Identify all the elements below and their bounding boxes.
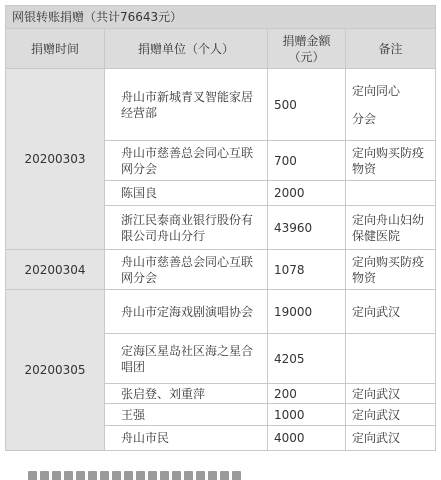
donation-date: 20200305 xyxy=(6,290,105,451)
donor-name: 舟山市民 xyxy=(105,426,268,451)
donor-name: 陈国良 xyxy=(105,181,268,206)
donation-note xyxy=(346,206,436,250)
donor-name: 王强 xyxy=(105,404,268,426)
donation-amount: 700 xyxy=(268,141,346,181)
header-date: 捐赠时间 xyxy=(6,29,105,69)
header-unit: 捐赠单位（个人） xyxy=(105,29,268,69)
donation-note xyxy=(346,384,436,404)
table-row xyxy=(6,250,436,290)
note-line: 定向购买防疫物资 xyxy=(352,254,425,285)
donor-name: 浙江民泰商业银行股份有限公司舟山分行 xyxy=(105,206,268,250)
note-line: 定向舟山妇幼保健医院 xyxy=(352,212,425,243)
donation-note xyxy=(346,290,436,334)
donation-amount: 500 xyxy=(268,69,346,141)
donor-name: 舟山市定海戏剧演唱协会 xyxy=(105,290,268,334)
note-line: 定向购买防疫物资 xyxy=(352,145,425,176)
donation-amount: 2000 xyxy=(268,181,346,206)
table-row xyxy=(6,69,436,141)
table-title-row xyxy=(6,6,436,29)
donor-name: 张启登、刘重萍 xyxy=(105,384,268,404)
note-line: 定向武汉 xyxy=(352,386,401,401)
donation-amount: 1078 xyxy=(268,250,346,290)
donation-amount: 1000 xyxy=(268,404,346,426)
donation-note xyxy=(346,69,436,141)
table-title: 网银转账捐赠（共计76643元） xyxy=(6,6,436,29)
donation-date: 20200303 xyxy=(6,69,105,250)
donation-note xyxy=(346,426,436,451)
table-row xyxy=(6,290,436,334)
donation-note xyxy=(346,404,436,426)
donor-name: 舟山市慈善总会同心互联网分会 xyxy=(105,141,268,181)
note-line: 分会 xyxy=(352,111,377,126)
header-note: 备注 xyxy=(346,29,436,69)
donor-name: 舟山市慈善总会同心互联网分会 xyxy=(105,250,268,290)
donation-amount: 43960 xyxy=(268,206,346,250)
donation-table xyxy=(5,5,436,451)
header-amount: 捐赠金额（元） xyxy=(268,29,346,69)
donation-note xyxy=(346,250,436,290)
note-line: 定向武汉 xyxy=(352,431,401,445)
donor-name: 舟山市新城青叉智能家居经营部 xyxy=(105,69,268,141)
donation-note xyxy=(346,181,436,206)
donation-amount: 19000 xyxy=(268,290,346,334)
note-line: 定向同心 xyxy=(352,83,401,98)
donation-note xyxy=(346,334,436,384)
donation-date: 20200304 xyxy=(6,250,105,290)
note-line: 定向武汉 xyxy=(352,304,401,319)
truncated-text-line xyxy=(28,470,408,480)
donation-amount: 4205 xyxy=(268,334,346,384)
donor-name: 定海区星岛社区海之星合唱团 xyxy=(105,334,268,384)
donation-amount: 200 xyxy=(268,384,346,404)
table-header-row xyxy=(6,29,436,69)
note-line: 定向武汉 xyxy=(352,407,401,422)
donation-note xyxy=(346,141,436,181)
donation-amount: 4000 xyxy=(268,426,346,451)
